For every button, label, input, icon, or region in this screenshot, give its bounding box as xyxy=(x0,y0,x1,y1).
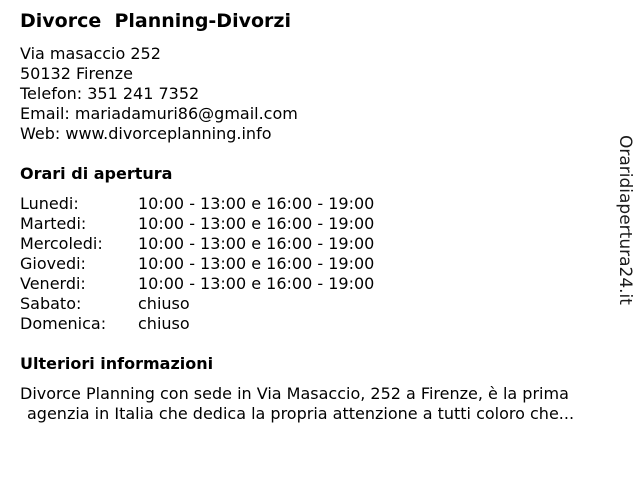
day-label: Domenica: xyxy=(20,314,107,333)
day-label: Martedi: xyxy=(20,214,87,233)
day-label: Venerdi: xyxy=(20,274,86,293)
street-address: Via masaccio 252 xyxy=(20,44,161,63)
day-hours: 10:00 - 13:00 e 16:00 - 19:00 xyxy=(138,274,375,293)
city-postcode: 50132 Firenze xyxy=(20,64,133,83)
opening-hours-heading: Orari di apertura xyxy=(20,164,173,183)
day-hours: 10:00 - 13:00 e 16:00 - 19:00 xyxy=(138,234,375,253)
hours-row-monday xyxy=(20,194,374,214)
business-name: Divorce Planning-Divorzi xyxy=(20,10,291,32)
day-hours: chiuso xyxy=(138,294,190,313)
day-label: Mercoledi: xyxy=(20,234,103,253)
site-watermark: Oraridiapertura24.it xyxy=(615,135,635,305)
day-label: Sabato: xyxy=(20,294,82,313)
more-info-heading: Ulteriori informazioni xyxy=(20,354,214,373)
day-label: Lunedi: xyxy=(20,194,79,213)
website: Web: www.divorceplanning.info xyxy=(20,124,272,143)
phone-number: Telefon: 351 241 7352 xyxy=(20,84,200,103)
description-line: agenzia in Italia che dedica la propria attenzione a tutti coloro che... xyxy=(27,404,575,423)
hours-row-saturday xyxy=(20,294,374,314)
opening-hours-table xyxy=(20,194,374,334)
hours-row-sunday xyxy=(20,314,374,334)
day-hours: 10:00 - 13:00 e 16:00 - 19:00 xyxy=(138,194,375,213)
hours-row-friday xyxy=(20,274,374,294)
hours-row-tuesday xyxy=(20,214,374,234)
day-label: Giovedi: xyxy=(20,254,86,273)
day-hours: 10:00 - 13:00 e 16:00 - 19:00 xyxy=(138,214,375,233)
hours-row-wednesday xyxy=(20,234,374,254)
day-hours: 10:00 - 13:00 e 16:00 - 19:00 xyxy=(138,254,375,273)
description-line: Divorce Planning con sede in Via Masaccio, 252 a Firenze, è la prima xyxy=(20,384,569,403)
day-hours: chiuso xyxy=(138,314,190,333)
contact-block xyxy=(20,44,298,144)
email-address: Email: mariadamuri86@gmail.com xyxy=(20,104,298,123)
business-description xyxy=(20,384,630,424)
hours-row-thursday xyxy=(20,254,374,274)
